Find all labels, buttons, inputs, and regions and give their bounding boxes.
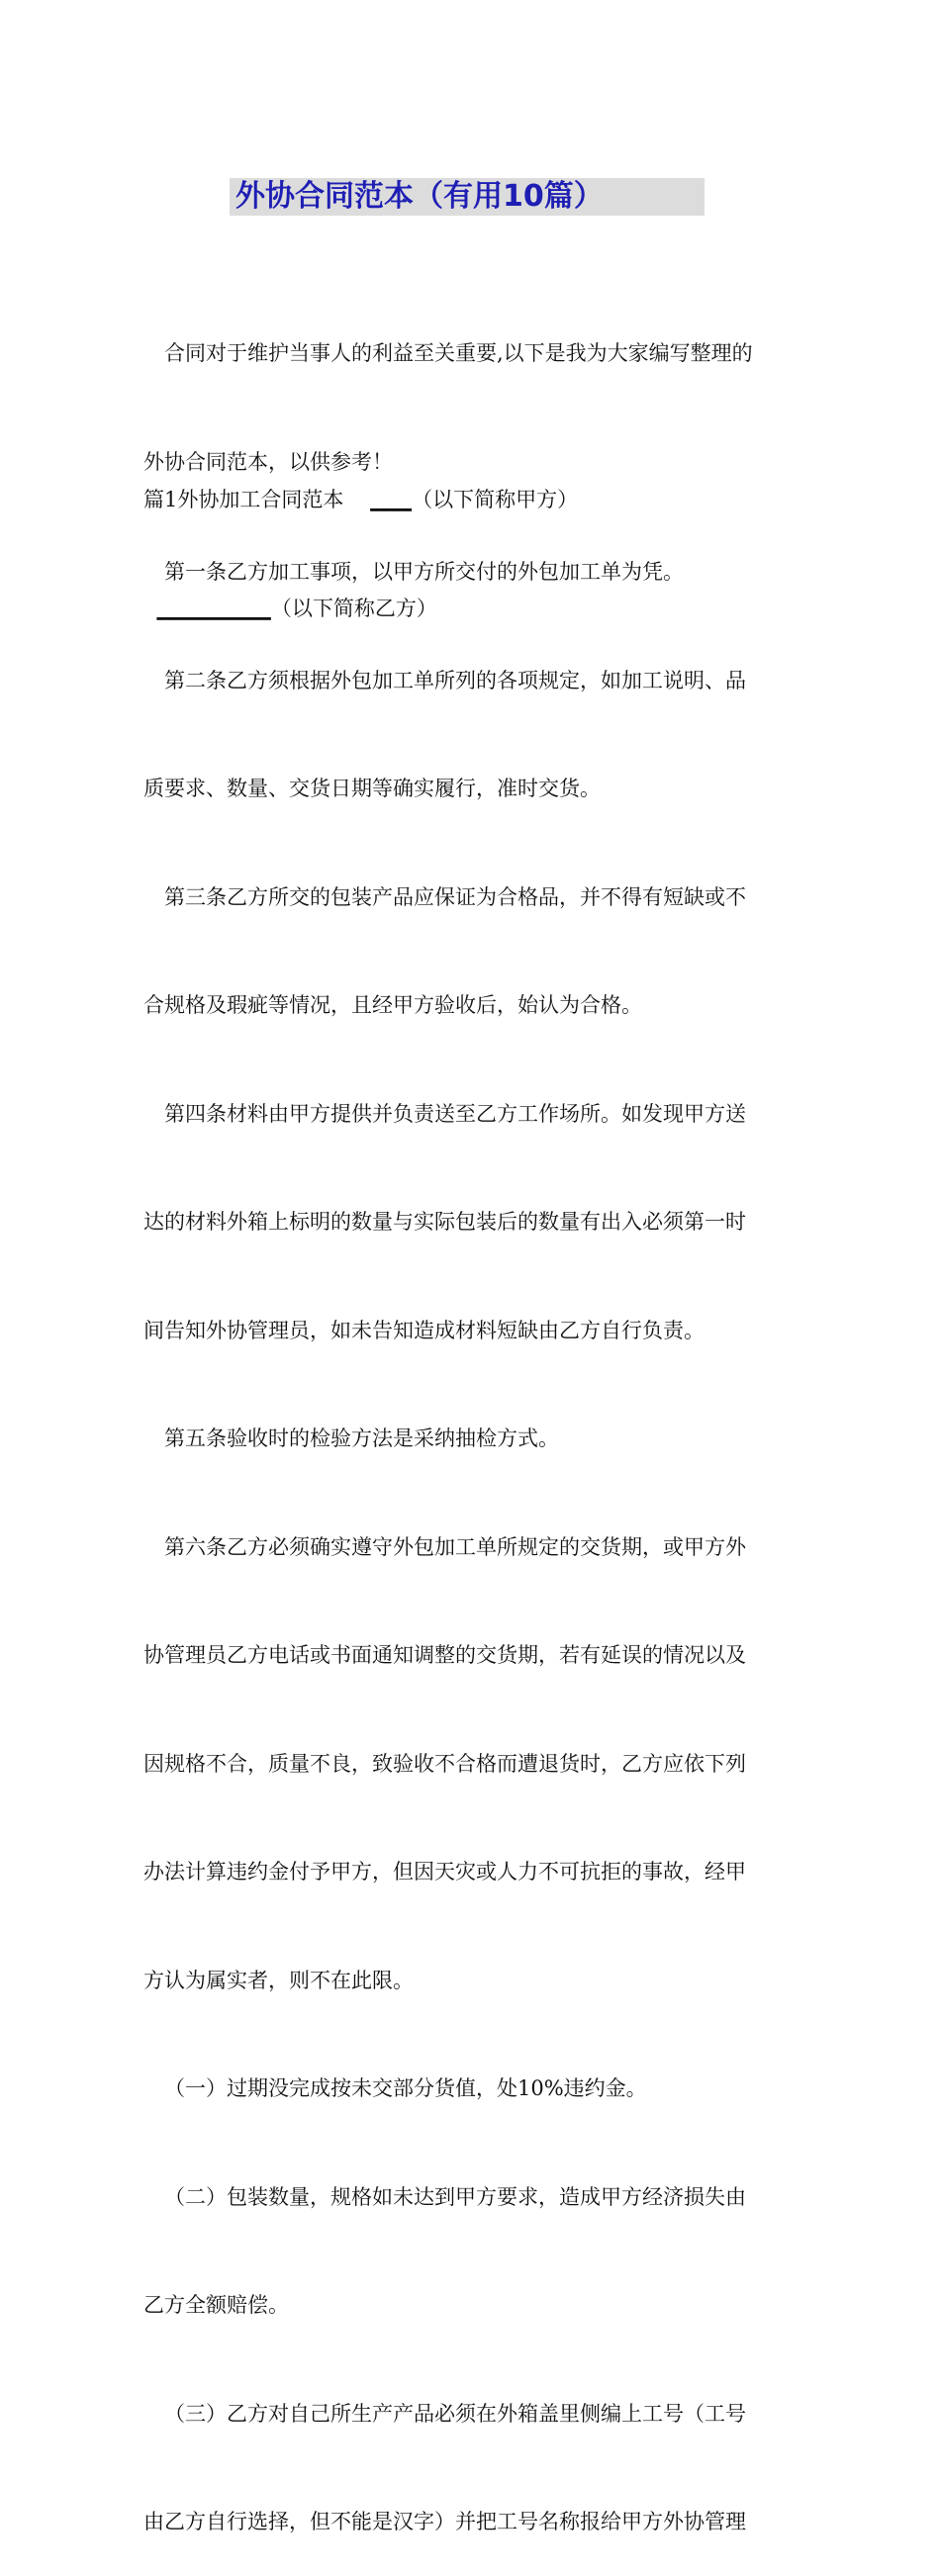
intro-line: 外协合同范本，以供参考！ [143, 449, 393, 474]
clause-line: 间告知外协管理员，如未告知造成材料短缺由乙方自行负责。 [143, 1318, 705, 1342]
clause-line: （一）过期没完成按未交部分货值，处10%违约金。 [164, 2076, 647, 2100]
clause-line: 合规格及瑕疵等情况，且经甲方验收后，始认为合格。 [143, 993, 642, 1017]
clause-line: 第三条乙方所交的包装产品应保证为合格品，并不得有短缺或不 [164, 884, 746, 909]
clause-line: 第六条乙方必须确实遵守外包加工单所规定的交货期，或甲方外 [164, 1534, 746, 1559]
party-a-blank: ____ [370, 488, 413, 511]
clause-line: 方认为属实者，则不在此限。 [143, 1968, 414, 1992]
party-a-label: （以下简称甲方） [412, 488, 579, 511]
clause-line: （二）包装数量，规格如未达到甲方要求，造成甲方经济损失由 [164, 2184, 746, 2209]
clause-line: 第五条验收时的检验方法是采纳抽检方式。 [164, 1426, 559, 1450]
article-heading: 篇1外协加工合同范本 [143, 488, 344, 511]
clause-line: 办法计算违约金付予甲方，但因天灾或人力不可抗拒的事故，经甲 [143, 1860, 746, 1884]
clause-line: 达的材料外箱上标明的数量与实际包装后的数量有出入必须第一时 [143, 1210, 746, 1234]
clause-line: 第二条乙方须根据外包加工单所列的各项规定，如加工说明、品 [164, 668, 746, 692]
clause-line: 因规格不合，质量不良，致验收不合格而遭退货时，乙方应依下列 [143, 1751, 746, 1776]
clause-line: 第一条乙方加工事项，以甲方所交付的外包加工单为凭。 [164, 560, 684, 584]
clauses [143, 482, 801, 2576]
clause-line: 质要求、数量、交货日期等确实履行，准时交货。 [143, 777, 601, 800]
clause-line: 由乙方自行选择，但不能是汉字）并把工号名称报给甲方外协管理 [143, 2510, 746, 2533]
clause-line: 协管理员乙方电话或书面通知调整的交货期，若有延误的情况以及 [143, 1643, 746, 1667]
party-b-blank: ___________ [156, 596, 271, 620]
document-title-highlight [230, 178, 705, 216]
document-title: 外协合同范本（有用10篇） [235, 179, 604, 214]
clause-line: 乙方全额赔偿。 [143, 2293, 289, 2317]
party-b-label: （以下简称乙方） [270, 596, 437, 620]
clause-line: 第四条材料由甲方提供并负责送至乙方工作场所。如发现甲方送 [164, 1101, 746, 1126]
clause-line: （三）乙方对自己所生产产品必须在外箱盖里侧编上工号（工号 [164, 2401, 746, 2426]
intro-line: 合同对于维护当事人的利益至关重要,以下是我为大家编写整理的 [164, 341, 753, 365]
